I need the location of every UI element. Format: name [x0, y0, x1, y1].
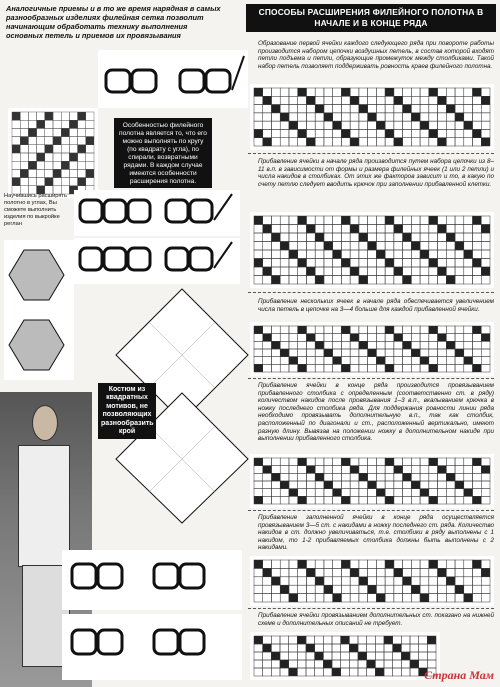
crochet-illustration-top	[98, 50, 248, 108]
divider	[248, 292, 494, 293]
chart-row-3	[250, 322, 494, 376]
side-note: Научившись расширять полотно в углах, Вы сможете выполнить изделия по выкройке реглан	[4, 193, 67, 227]
filet-grid	[250, 454, 494, 508]
filet-grid	[250, 632, 440, 680]
section-text-4: Прибавление ячейки в конце ряда производится провязыванием прибавленного столбика с определенным (соответственно ст. в ряду) количеством накидов после провязывания 1–3 в.п., вкалыванием крючка в ножку последнего столбика ряда. Для поддержания ровности линии ряда необходимо провязывать дополнительную в.п., так как столбик, расположенный по диагонали и ст., расположенный вертикально, имеют разную длину. Вывязав на положении ножку в дополнительном накиде при выполнении прибавленного столбика.	[258, 382, 494, 443]
crochet-illustration-middle	[74, 190, 240, 236]
chart-row-6	[250, 632, 440, 680]
divider	[248, 378, 494, 379]
section-title: СПОСОБЫ РАСШИРЕНИЯ ФИЛЕЙНОГО ПОЛОТНА В НАЧАЛЕ И В КОНЦЕ РЯДА	[246, 4, 496, 32]
filet-grid	[250, 212, 494, 288]
filet-chart-small	[8, 108, 98, 198]
chart-row-1	[250, 84, 494, 150]
feature-box: Особенностью филейного полотна является то, что его можно выполнять по кругу (по квадрату с угла), по спирали, возвратными рядами. В каждом случае имеются особенности расширения полотна.	[114, 118, 212, 188]
crochet-illustration-bottom-1	[62, 550, 242, 610]
divider	[248, 608, 494, 609]
section-text-6: Прибавление ячейки провязыванием дополнительных ст. показано на нижней схеме и дополнительных описаний не требует.	[258, 612, 494, 627]
chart-row-4	[250, 454, 494, 508]
intro-text: Аналогичные приемы и в то же время нарядная в самых разнообразных изделиях филейная сетка позволит начинающим обработать технику выполнения основных петель и приемов их провязывания	[6, 4, 221, 40]
watermark: Страна Мам	[424, 668, 494, 682]
section-text-2: Прибавление ячейки в начале ряда производится путем набора цепочки из 8–11 в.п. в зависимости от формы и размера филейных ячеек (1 или 2 петли) и числа накидов в столбиках. От этих же факторов зависит и то, в какую по счету петлю следует вводить крючок при заполнении прибавленной клетки.	[258, 158, 494, 188]
crochet-illustration-bottom-2	[62, 614, 242, 680]
divider	[248, 510, 494, 511]
filet-grid	[250, 322, 494, 376]
section-text-5: Прибавление заполненной ячейки в конце ряда осуществляется провязыванием 3—5 ст. с накидами в ножку последнего ст. ряда. Количество накидов в ст. должно увеличиваться, т.е. столбики в ряду выполнены с 1 накидом, то 1-2 прибавляемых столбика должны быть выполнены с 2 накидами.	[258, 514, 494, 552]
model-jacket	[18, 445, 70, 567]
section-text-3: Прибавление нескольких ячеек в начале ряда обеспечивается увеличением числа петель в цепочке на 3—4 больше для каждой прибавленной ячейки.	[258, 298, 494, 313]
filet-grid	[250, 84, 494, 150]
chart-row-5	[250, 556, 494, 606]
divider	[248, 153, 494, 154]
model-head	[32, 405, 58, 441]
chart-row-2	[250, 212, 494, 288]
section-text-1: Образование первой ячейки каждого следующего ряда при повороте работы производится набором цепочки воздушных петель, в состав которой входят петли подъема и петли, образующие промежуток между столбиками. Такой набор петель позволяет поддерживать ровность краев филейного полотна.	[258, 40, 494, 70]
raglan-pattern-shapes	[4, 240, 74, 380]
costume-caption: Костюм из квадратных мотивов, не позволяющих разнообразить крой	[98, 383, 156, 439]
filet-grid	[250, 556, 494, 606]
crochet-illustration-lower	[74, 238, 240, 284]
